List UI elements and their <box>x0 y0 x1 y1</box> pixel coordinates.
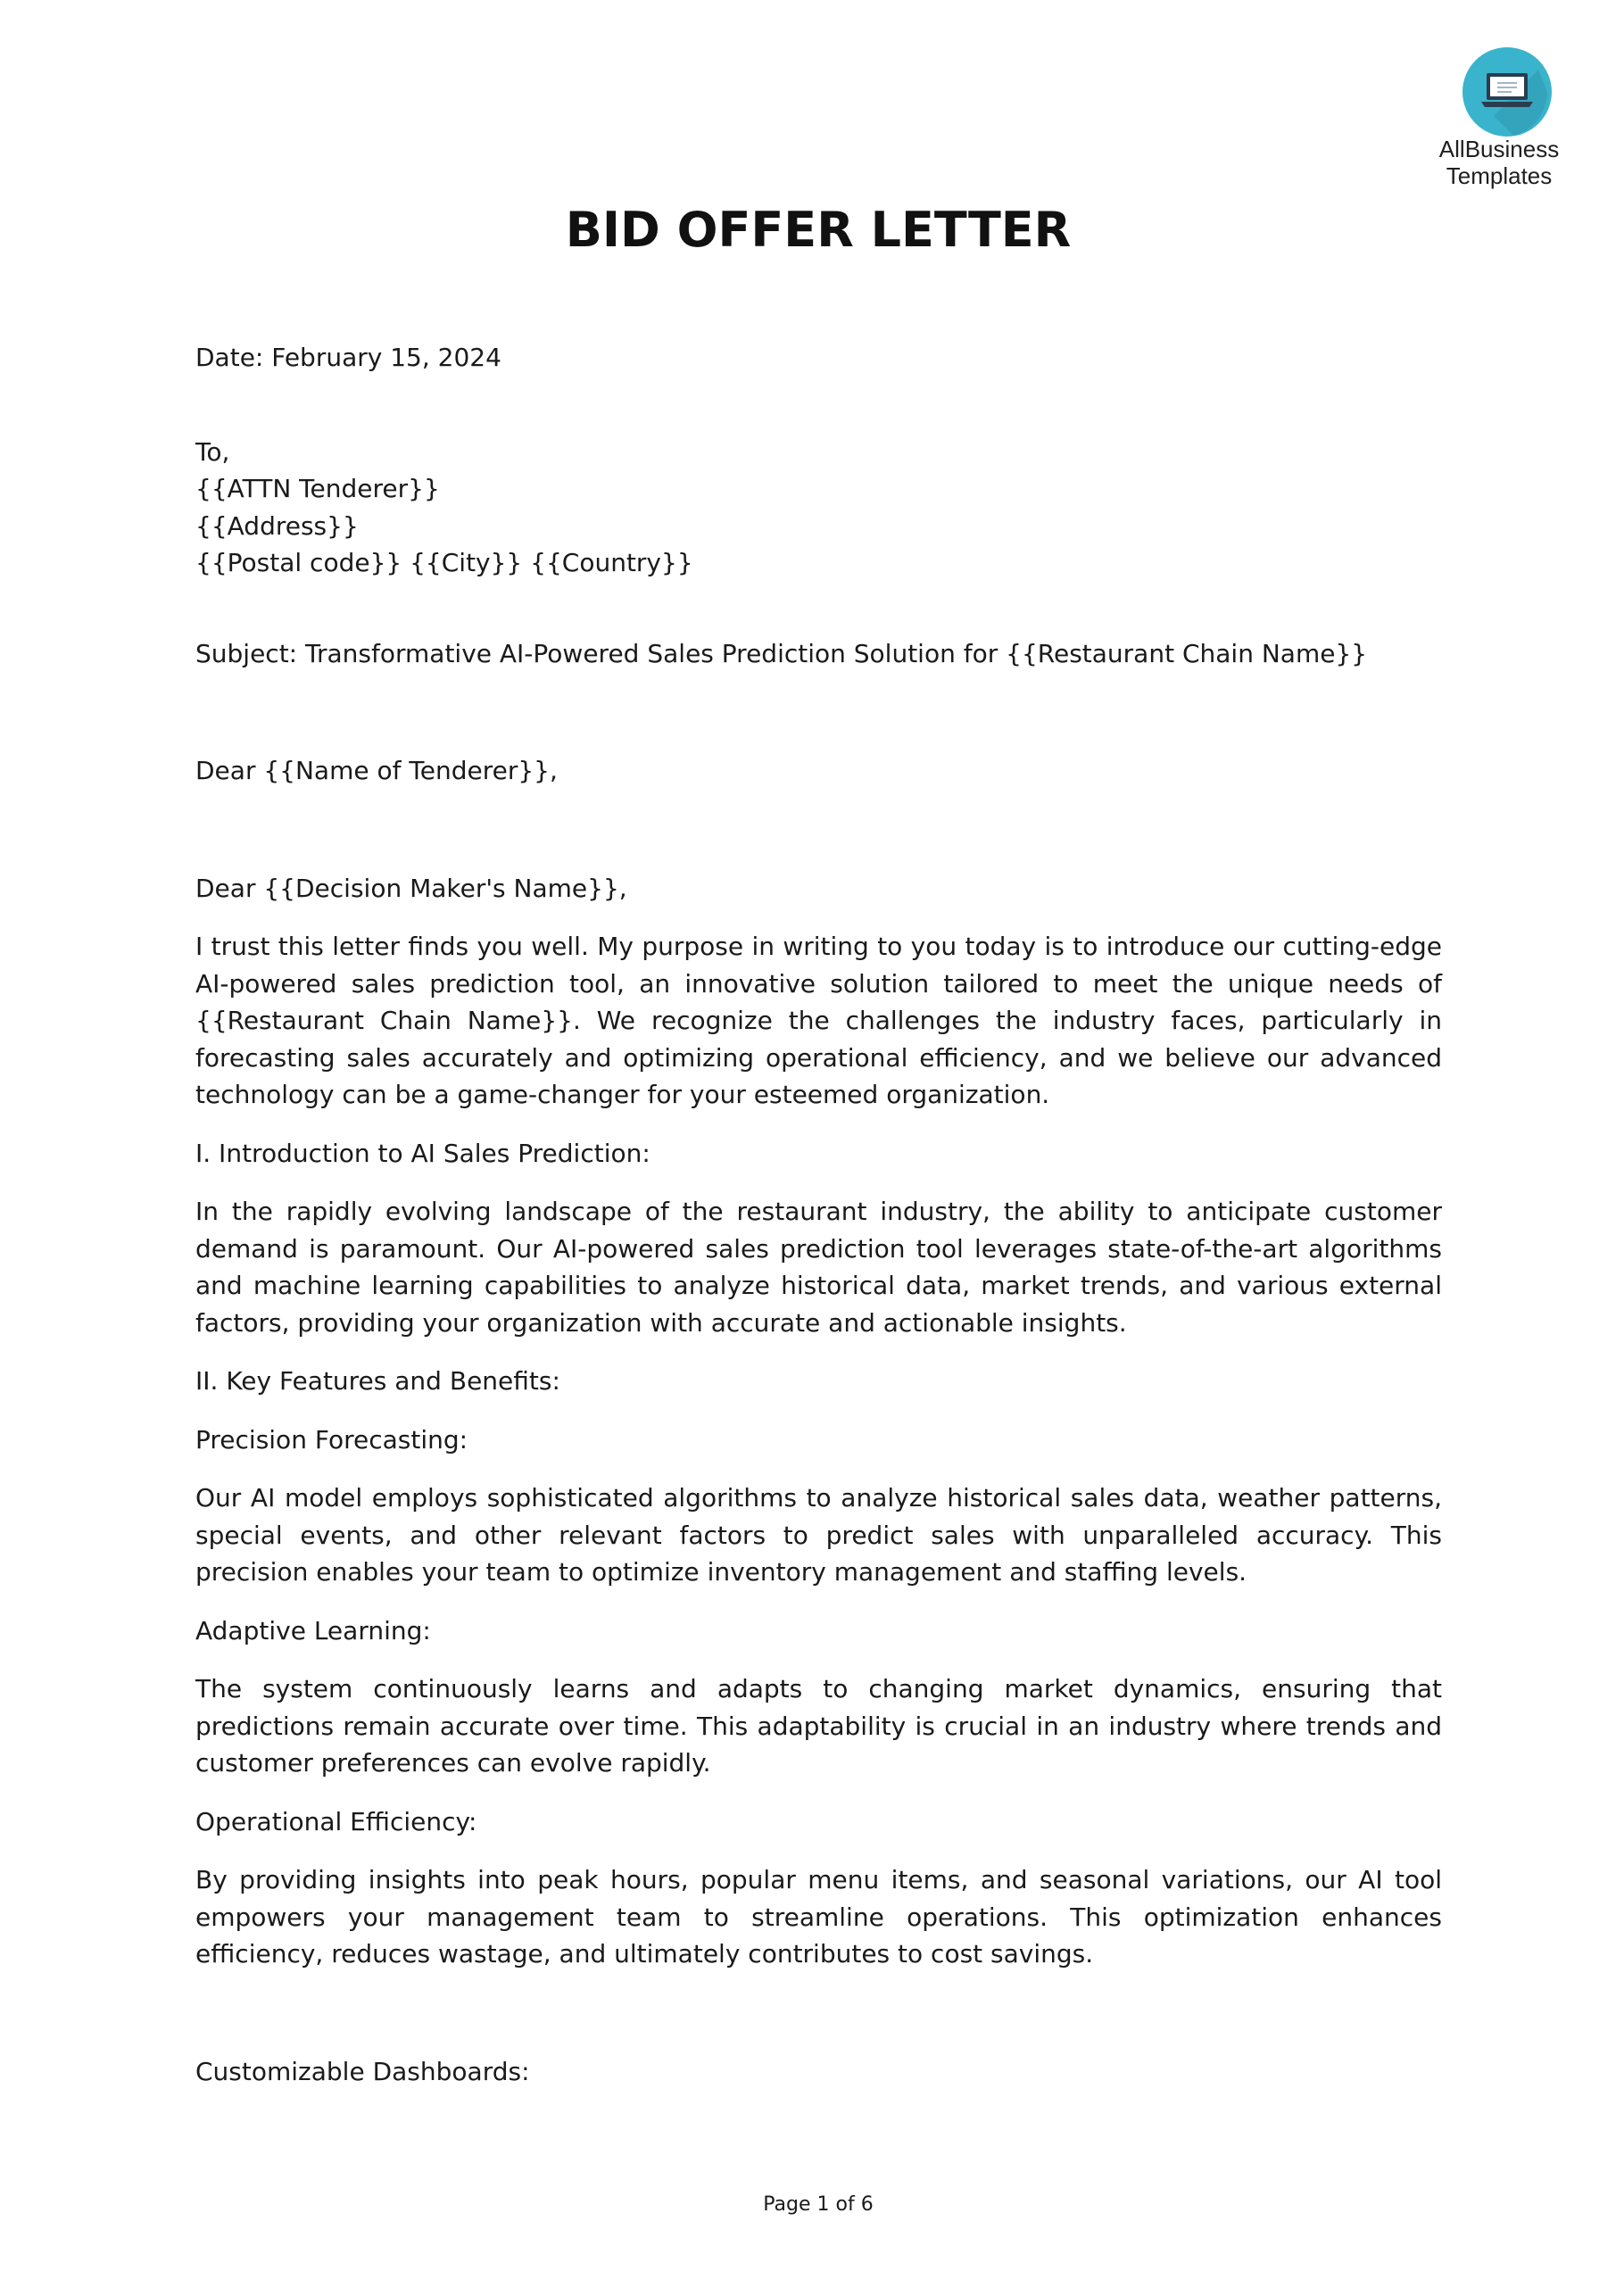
address-street: {{Address}} <box>195 510 359 541</box>
laptop-icon <box>1458 43 1556 141</box>
address-city-line: {{Postal code}} {{City}} {{Country}} <box>195 548 693 577</box>
salutation-decision-maker: Dear {{Decision Maker's Name}}, <box>195 873 627 903</box>
date-line: Date: February 15, 2024 <box>195 343 501 372</box>
feature-body: The system continuously learns and adapts to changing market dynamics, ensuring that predictions remain accurate over time. This adaptability is crucial in an industry where trends and customer preferences can evolve rapidly. <box>195 1674 1442 1778</box>
subject-line: Subject: Transformative AI-Powered Sales Prediction Solution for {{Restaurant Chain Name}} <box>195 638 1368 668</box>
intro-paragraph: I trust this letter finds you well. My purpose in writing to you today is to introduce our cutting-edge AI-powered sales prediction tool, an innovative solution tailored to meet the unique needs of {{Restaurant Chain Name}}. We recognize the challenges the industry faces, particularly in forecasting sales accurately and optimizing operational efficiency, and we believe our advanced technology can be a game-changer for your esteemed organization. <box>195 932 1442 1109</box>
brand-logo <box>1410 43 1588 195</box>
feature-body: Our AI model employs sophisticated algorithms to analyze historical sales data, weather patterns, special events, and other relevant factors to predict sales with unparalleled accuracy. This precision enables your team to optimize inventory management and staffing levels. <box>195 1483 1442 1587</box>
address-attn: {{ATTN Tenderer}} <box>195 474 440 503</box>
brand-name <box>1410 136 1588 189</box>
section-1-heading: I. Introduction to AI Sales Prediction: <box>195 1138 650 1168</box>
feature-heading: Operational Efficiency: <box>195 1806 477 1836</box>
next-section-heading: Customizable Dashboards: <box>195 2056 530 2086</box>
salutation-tenderer: Dear {{Name of Tenderer}}, <box>195 756 558 785</box>
section-2-heading: II. Key Features and Benefits: <box>195 1366 560 1396</box>
feature-heading: Adaptive Learning: <box>195 1615 431 1645</box>
feature-heading: Precision Forecasting: <box>195 1424 468 1455</box>
section-1-body: In the rapidly evolving landscape of the restaurant industry, the ability to anticipate customer demand is paramount. Our AI-powered sales prediction tool leverages state-of-the-art algorithms and machine learning capabilities to analyze historical data, market trends, and various external factors, providing your organization with accurate and actionable insights. <box>195 1197 1442 1338</box>
brand-line-1: AllBusiness <box>1438 136 1560 162</box>
brand-line-2: Templates <box>1446 162 1553 189</box>
feature-body: By providing insights into peak hours, popular menu items, and seasonal variations, our AI tool empowers your management team to streamline operations. This optimization enhances efficiency, reduces wastage, and ultimately contributes to cost savings. <box>195 1865 1442 1969</box>
document-title: BID OFFER LETTER <box>565 202 1072 258</box>
address-to: To, <box>195 436 230 467</box>
page-number: Page 1 of 6 <box>763 2193 874 2216</box>
recipient-address <box>195 434 1442 582</box>
letter-body <box>195 339 1442 2090</box>
